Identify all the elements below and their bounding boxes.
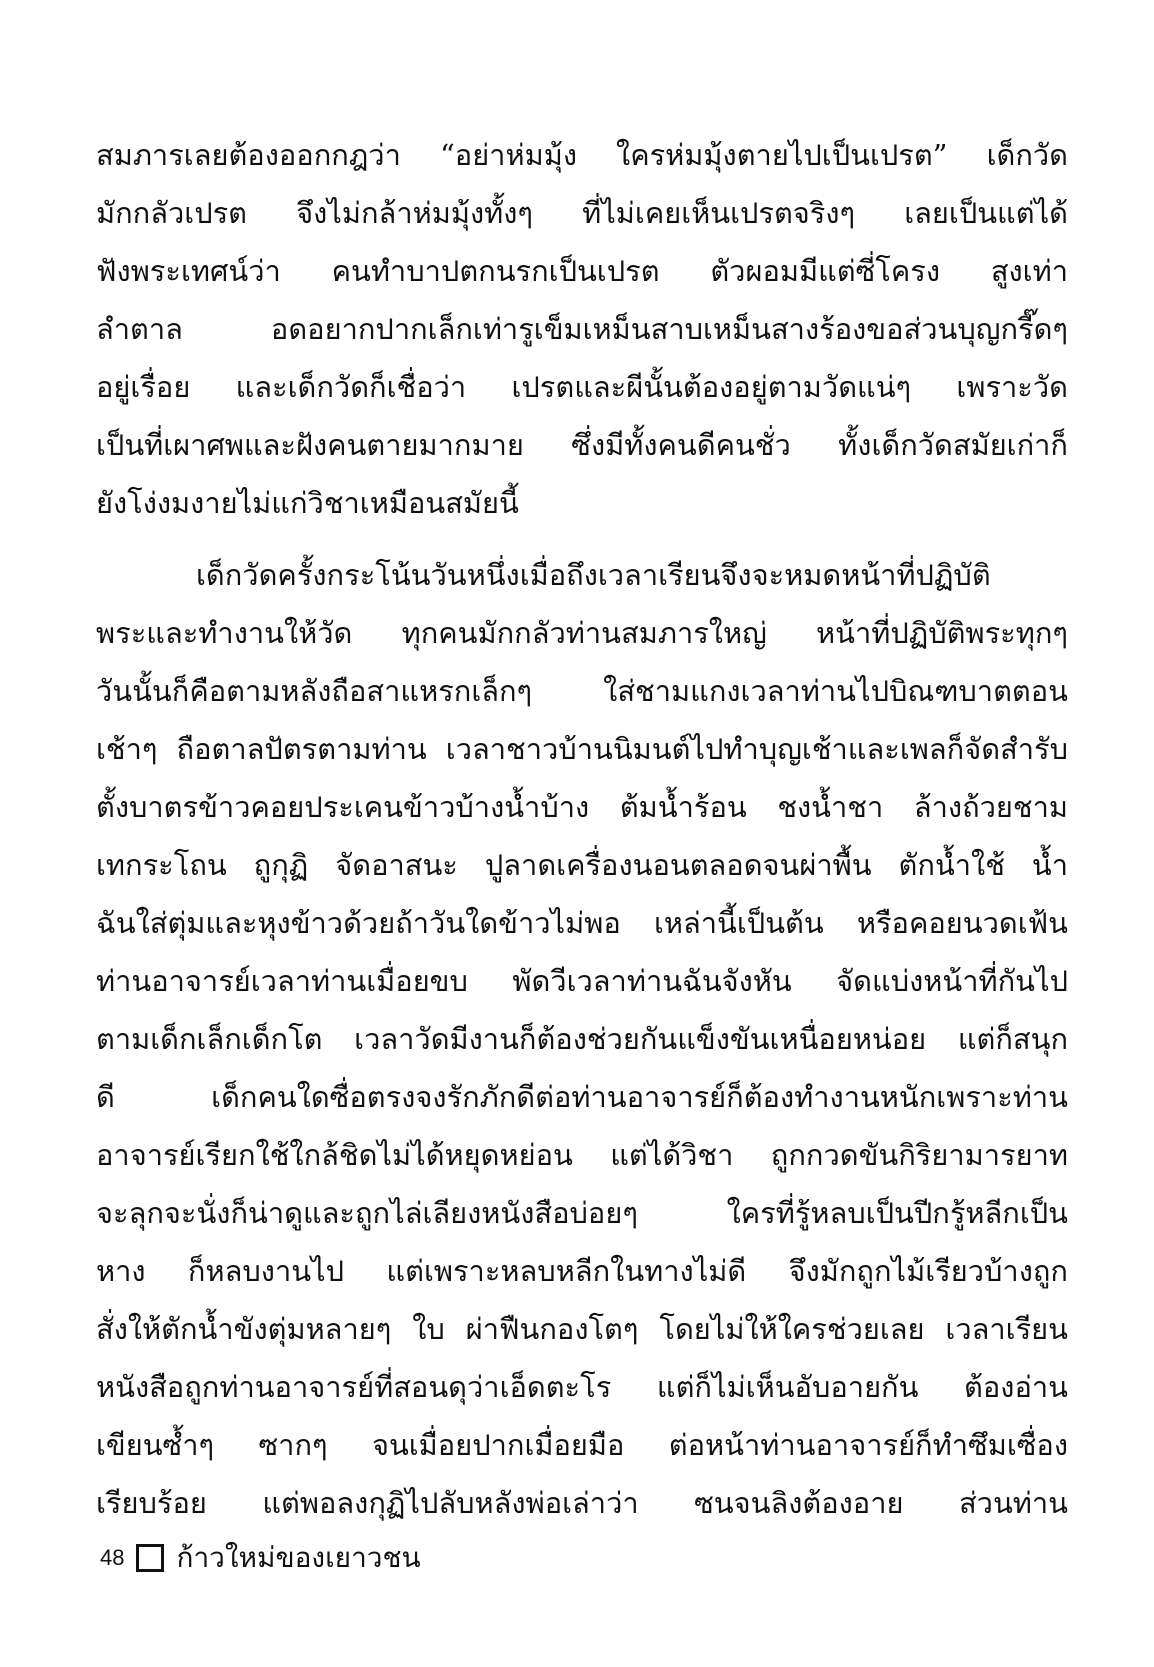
- text-line: ลำตาล อดอยากปากเล็กเท่ารูเข็มเหม็นสาบเหม็นสางร้องขอส่วนบุญกรี๊ดๆ: [96, 312, 1068, 346]
- text-line: พระและทำงานให้วัด ทุกคนมักกลัวท่านสมภารใหญ่ หน้าที่ปฏิบัติพระทุกๆ: [96, 616, 1068, 650]
- text-line: เป็นที่เผาศพและฝังคนตายมากมาย ซึ่งมีทั้งคนดีคนชั่ว ทั้งเด็กวัดสมัยเก่าก็: [96, 428, 1068, 462]
- text-line: อยู่เรื่อย และเด็กวัดก็เชื่อว่า เปรตและผีนั้นต้องอยู่ตามวัดแน่ๆ เพราะวัด: [96, 370, 1068, 404]
- square-box-icon: [136, 1544, 164, 1572]
- paragraph-1: [96, 126, 1068, 532]
- text-line: ท่านอาจารย์เวลาท่านเมื่อยขบ พัดวีเวลาท่านฉันจังหัน จัดแบ่งหน้าที่กันไป: [96, 964, 1068, 998]
- text-line: ฟังพระเทศน์ว่า คนทำบาปตกนรกเป็นเปรต ตัวผอมมีแต่ซี่โครง สูงเท่า: [96, 254, 1068, 288]
- text-line: ยังโง่งมงายไม่แก่วิชาเหมือนสมัยนี้: [96, 486, 519, 520]
- text-line: สมภารเลยต้องออกกฎว่า “อย่าห่มมุ้ง ใครห่มมุ้งตายไปเป็นเปรต” เด็กวัด: [96, 138, 1068, 172]
- page-footer: [100, 1538, 421, 1578]
- text-line: เช้าๆ ถือตาลปัตรตามท่าน เวลาชาวบ้านนิมนต์ไปทำบุญเช้าและเพลก็จัดสำรับ: [96, 732, 1068, 766]
- text-line: หาง ก็หลบงานไป แต่เพราะหลบหลีกในทางไม่ดี จึงมักถูกไม้เรียวบ้างถูก: [96, 1254, 1068, 1288]
- text-line: เขียนซ้ำๆ ซากๆ จนเมื่อยปากเมื่อยมือ ต่อหน้าท่านอาจารย์ก็ทำซึมเซื่อง: [96, 1428, 1068, 1462]
- text-line: เด็กวัดครั้งกระโน้นวันหนึ่งเมื่อถึงเวลาเรียนจึงจะหมดหน้าที่ปฏิบัติ: [196, 558, 991, 592]
- text-line: ตามเด็กเล็กเด็กโต เวลาวัดมีงานก็ต้องช่วยกันแข็งขันเหนื่อยหน่อย แต่ก็สนุก: [96, 1022, 1068, 1056]
- text-line: อาจารย์เรียกใช้ใกล้ชิดไม่ได้หยุดหย่อน แต่ได้วิชา ถูกกวดขันกิริยามารยาท: [96, 1138, 1068, 1172]
- text-line: ตั้งบาตรข้าวคอยประเคนข้าวบ้างน้ำบ้าง ต้มน้ำร้อน ชงน้ำชา ล้างถ้วยชาม: [96, 790, 1068, 824]
- text-line: วันนั้นก็คือตามหลังถือสาแหรกเล็กๆ ใส่ชามแกงเวลาท่านไปบิณฑบาตตอน: [96, 674, 1068, 708]
- text-line: ดี เด็กคนใดซื่อตรงจงรักภักดีต่อท่านอาจารย์ก็ต้องทำงานหนักเพราะท่าน: [96, 1080, 1068, 1114]
- paragraph-2: [96, 546, 1068, 1532]
- page-number: 48: [100, 1545, 125, 1570]
- text-line: มักกลัวเปรต จึงไม่กล้าห่มมุ้งทั้งๆ ที่ไม่เคยเห็นเปรตจริงๆ เลยเป็นแต่ได้: [96, 196, 1068, 230]
- book-title: ก้าวใหม่ของเยาวชน: [176, 1541, 421, 1574]
- text-line: เทกระโถน ถูกุฏิ จัดอาสนะ ปูลาดเครื่องนอนตลอดจนผ่าพื้น ตักน้ำใช้ น้ำ: [96, 848, 1068, 882]
- text-line: สั่งให้ตักน้ำขังตุ่มหลายๆ ใบ ผ่าฟืนกองโตๆ โดยไม่ให้ใครช่วยเลย เวลาเรียน: [96, 1312, 1068, 1346]
- text-line: เรียบร้อย แต่พอลงกุฏิไปลับหลังพ่อเล่าว่า ซนจนลิงต้องอาย ส่วนท่าน: [96, 1486, 1068, 1520]
- text-line: จะลุกจะนั่งก็น่าดูและถูกไล่เลียงหนังสือบ่อยๆ ใครที่รู้หลบเป็นปีกรู้หลีกเป็น: [96, 1196, 1068, 1230]
- text-line: ฉันใส่ตุ่มและหุงข้าวด้วยถ้าวันใดข้าวไม่พอ เหล่านี้เป็นต้น หรือคอยนวดเฟ้น: [96, 906, 1068, 940]
- text-line: หนังสือถูกท่านอาจารย์ที่สอนดุว่าเอ็ดตะโร แต่ก็ไม่เห็นอับอายกัน ต้องอ่าน: [96, 1370, 1068, 1404]
